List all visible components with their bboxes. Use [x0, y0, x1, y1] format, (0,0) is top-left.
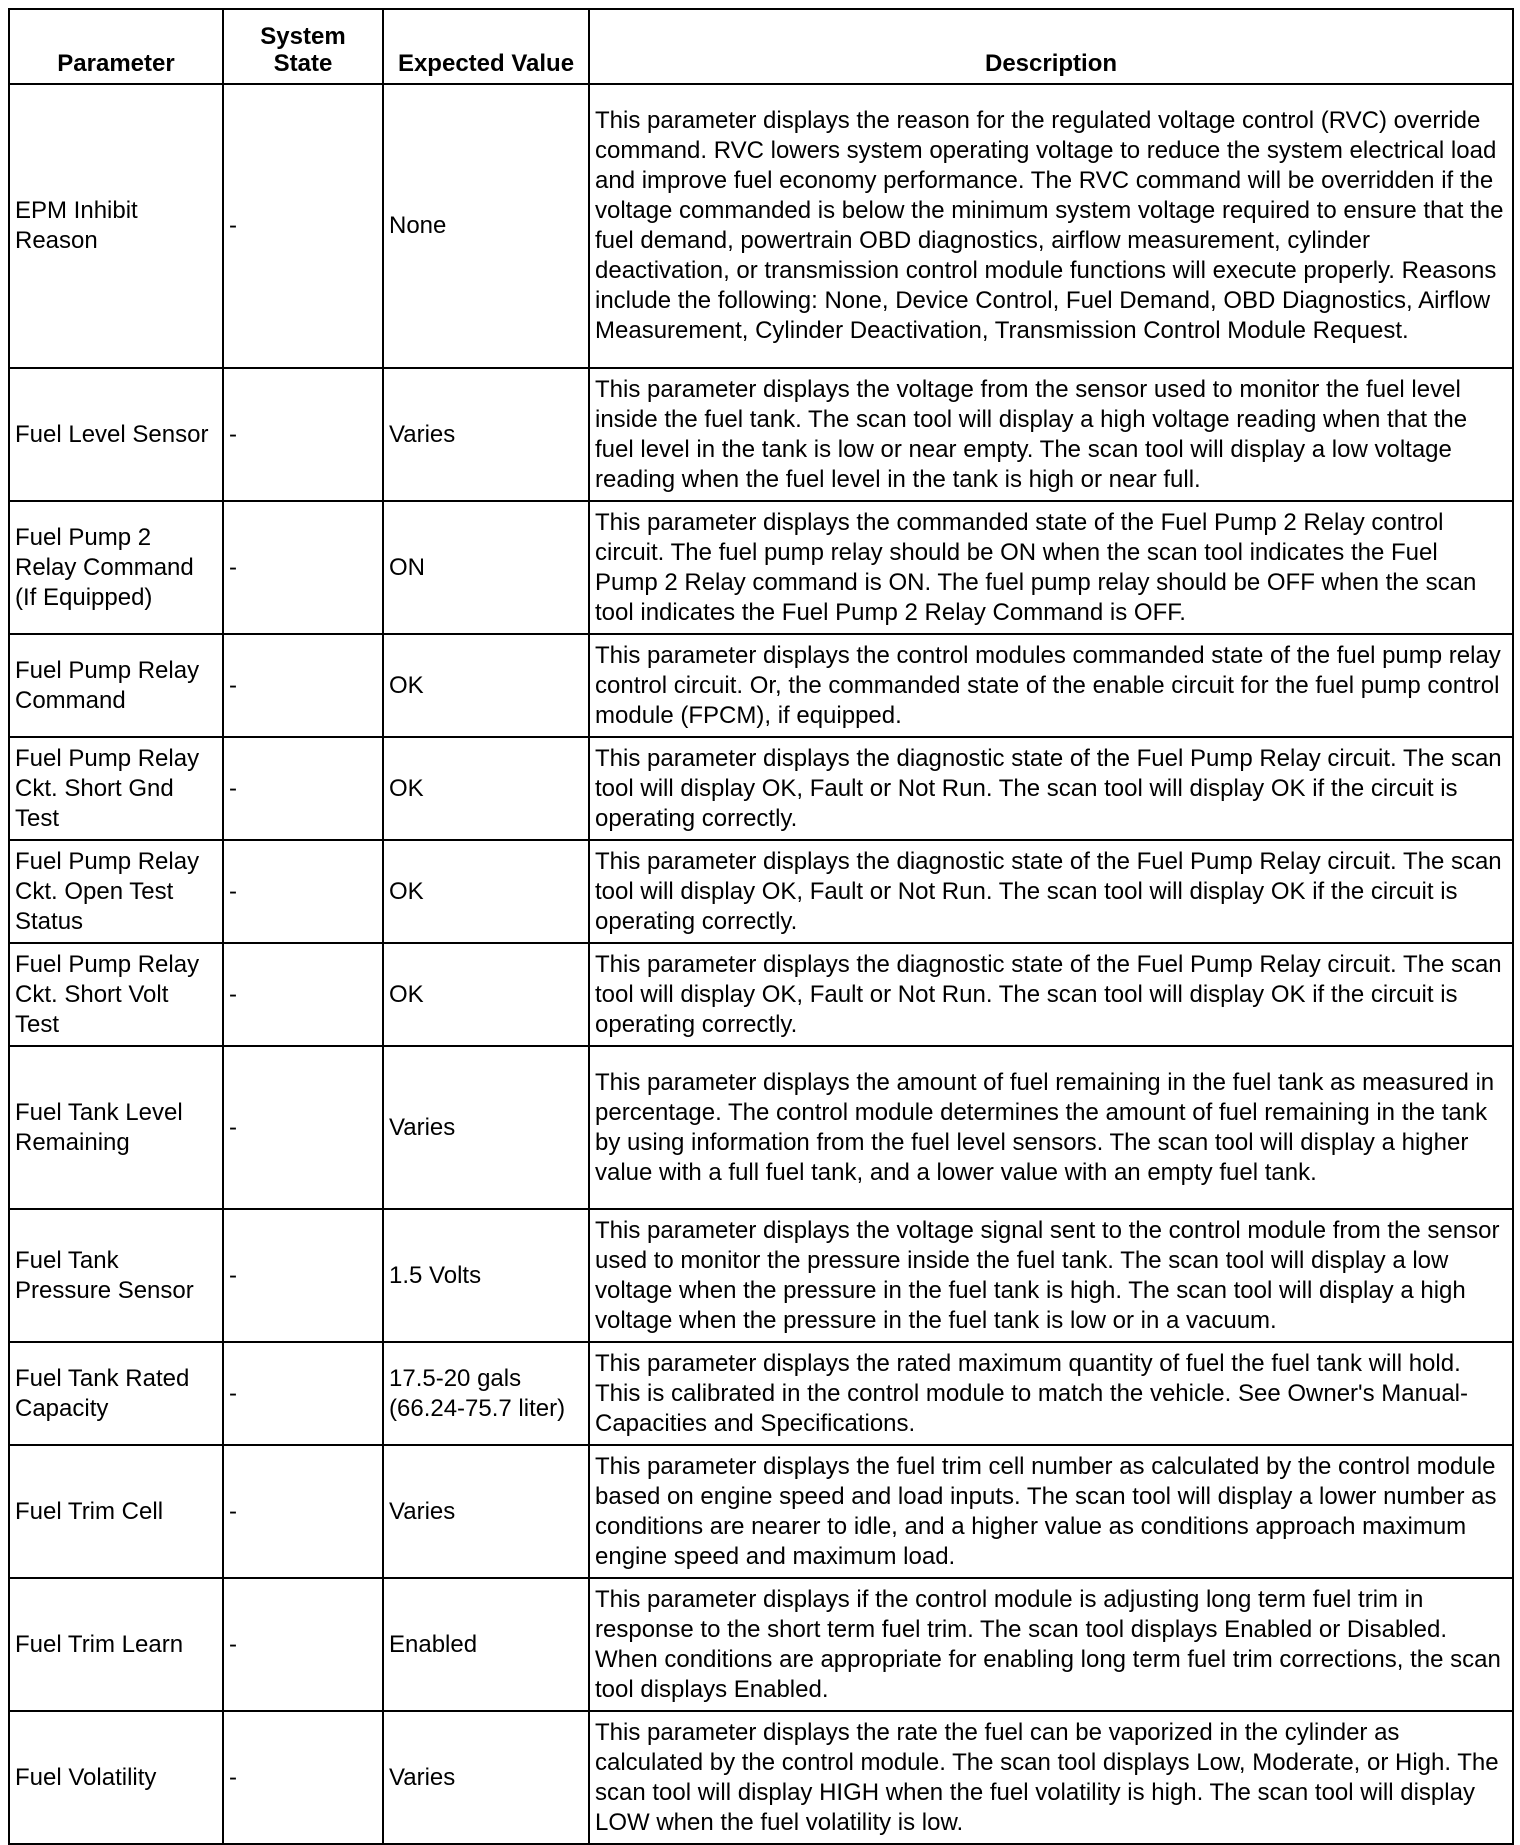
system-state-cell: - [223, 943, 383, 1046]
table-row [9, 1578, 1513, 1711]
description-cell: This parameter displays the fuel trim cell number as calculated by the control module based on engine speed and load inputs. The scan tool will display a lower number as conditions are nearer to idle, and a higher value as conditions approach maximum engine speed and maximum load. [589, 1445, 1513, 1578]
parameter-table [8, 8, 1514, 1845]
parameter-cell: Fuel Tank Pressure Sensor [9, 1209, 223, 1342]
expected-value-cell: Varies [383, 1046, 589, 1209]
table-body [9, 84, 1513, 1844]
system-state-cell: - [223, 737, 383, 840]
description-cell: This parameter displays the control modules commanded state of the fuel pump relay control circuit. Or, the commanded state of the enable circuit for the fuel pump control module (FPCM), if equipped. [589, 634, 1513, 737]
system-state-cell: - [223, 634, 383, 737]
system-state-cell: - [223, 1342, 383, 1445]
system-state-cell: - [223, 501, 383, 634]
parameter-cell: Fuel Pump 2 Relay Command (If Equipped) [9, 501, 223, 634]
description-cell: This parameter displays the diagnostic state of the Fuel Pump Relay circuit. The scan tool will display OK, Fault or Not Run. The scan tool will display OK if the circuit is operating correctly. [589, 943, 1513, 1046]
description-cell: This parameter displays the reason for the regulated voltage control (RVC) override command. RVC lowers system operating voltage to reduce the system electrical load and improve fuel economy performance. The RVC command will be overridden if the voltage commanded is below the minimum system voltage required to ensure that the fuel demand, powertrain OBD diagnostics, airflow measurement, cylinder deactivation, or transmission control module functions will execute properly. Reasons include the following: None, Device Control, Fuel Demand, OBD Diagnostics, Airflow Measurement, Cylinder Deactivation, Transmission Control Module Request. [589, 84, 1513, 368]
expected-value-cell: OK [383, 840, 589, 943]
table-row [9, 1046, 1513, 1209]
expected-value-cell: OK [383, 634, 589, 737]
parameter-cell: Fuel Level Sensor [9, 368, 223, 501]
parameter-cell: Fuel Pump Relay Command [9, 634, 223, 737]
description-cell: This parameter displays if the control module is adjusting long term fuel trim in response to the short term fuel trim. The scan tool displays Enabled or Disabled. When conditions are appropriate for enabling long term fuel trim corrections, the scan tool displays Enabled. [589, 1578, 1513, 1711]
parameter-cell: Fuel Volatility [9, 1711, 223, 1844]
expected-value-cell: None [383, 84, 589, 368]
table-row [9, 634, 1513, 737]
system-state-cell: - [223, 1046, 383, 1209]
table-row [9, 84, 1513, 368]
parameter-cell: Fuel Tank Level Remaining [9, 1046, 223, 1209]
description-cell: This parameter displays the commanded state of the Fuel Pump 2 Relay control circuit. The fuel pump relay should be ON when the scan tool indicates the Fuel Pump 2 Relay command is ON. The fuel pump relay should be OFF when the scan tool indicates the Fuel Pump 2 Relay Command is OFF. [589, 501, 1513, 634]
system-state-cell: - [223, 1578, 383, 1711]
table-row [9, 501, 1513, 634]
description-cell: This parameter displays the rate the fuel can be vaporized in the cylinder as calculated by the control module. The scan tool displays Low, Moderate, or High. The scan tool will display HIGH when the fuel volatility is high. The scan tool will display LOW when the fuel volatility is low. [589, 1711, 1513, 1844]
system-state-cell: - [223, 368, 383, 501]
table-row [9, 1445, 1513, 1578]
system-state-cell: - [223, 84, 383, 368]
expected-value-cell: Varies [383, 1711, 589, 1844]
parameter-cell: Fuel Trim Learn [9, 1578, 223, 1711]
header-row [9, 9, 1513, 84]
expected-value-cell: ON [383, 501, 589, 634]
header-expected-value: Expected Value [383, 9, 589, 84]
description-cell: This parameter displays the voltage signal sent to the control module from the sensor used to monitor the pressure inside the fuel tank. The scan tool will display a low voltage when the pressure in the fuel tank is high. The scan tool will display a high voltage when the pressure in the fuel tank is low or in a vacuum. [589, 1209, 1513, 1342]
description-cell: This parameter displays the diagnostic state of the Fuel Pump Relay circuit. The scan tool will display OK, Fault or Not Run. The scan tool will display OK if the circuit is operating correctly. [589, 737, 1513, 840]
expected-value-cell: OK [383, 943, 589, 1046]
table-row [9, 1711, 1513, 1844]
header-parameter: Parameter [9, 9, 223, 84]
expected-value-cell: Varies [383, 368, 589, 501]
expected-value-cell: 17.5-20 gals (66.24-75.7 liter) [383, 1342, 589, 1445]
parameter-cell: Fuel Pump Relay Ckt. Open Test Status [9, 840, 223, 943]
table-row [9, 1209, 1513, 1342]
table-row [9, 737, 1513, 840]
description-cell: This parameter displays the voltage from the sensor used to monitor the fuel level inside the fuel tank. The scan tool will display a high voltage reading when that the fuel level in the tank is low or near empty. The scan tool will display a low voltage reading when the fuel level in the tank is high or near full. [589, 368, 1513, 501]
system-state-cell: - [223, 1209, 383, 1342]
description-cell: This parameter displays the rated maximum quantity of fuel the fuel tank will hold. This is calibrated in the control module to match the vehicle. See Owner's Manual-Capacities and Specifications. [589, 1342, 1513, 1445]
system-state-cell: - [223, 840, 383, 943]
description-cell: This parameter displays the diagnostic state of the Fuel Pump Relay circuit. The scan tool will display OK, Fault or Not Run. The scan tool will display OK if the circuit is operating correctly. [589, 840, 1513, 943]
header-description: Description [589, 9, 1513, 84]
parameter-cell: EPM Inhibit Reason [9, 84, 223, 368]
parameter-cell: Fuel Trim Cell [9, 1445, 223, 1578]
expected-value-cell: 1.5 Volts [383, 1209, 589, 1342]
parameter-cell: Fuel Pump Relay Ckt. Short Gnd Test [9, 737, 223, 840]
parameter-cell: Fuel Tank Rated Capacity [9, 1342, 223, 1445]
expected-value-cell: Enabled [383, 1578, 589, 1711]
table-header [9, 9, 1513, 84]
table-row [9, 368, 1513, 501]
expected-value-cell: OK [383, 737, 589, 840]
table-row [9, 943, 1513, 1046]
system-state-cell: - [223, 1445, 383, 1578]
expected-value-cell: Varies [383, 1445, 589, 1578]
header-system-state: System State [223, 9, 383, 84]
description-cell: This parameter displays the amount of fuel remaining in the fuel tank as measured in percentage. The control module determines the amount of fuel remaining in the tank by using information from the fuel level sensors. The scan tool will display a higher value with a full fuel tank, and a lower value with an empty fuel tank. [589, 1046, 1513, 1209]
table-row [9, 840, 1513, 943]
table-row [9, 1342, 1513, 1445]
parameter-cell: Fuel Pump Relay Ckt. Short Volt Test [9, 943, 223, 1046]
system-state-cell: - [223, 1711, 383, 1844]
